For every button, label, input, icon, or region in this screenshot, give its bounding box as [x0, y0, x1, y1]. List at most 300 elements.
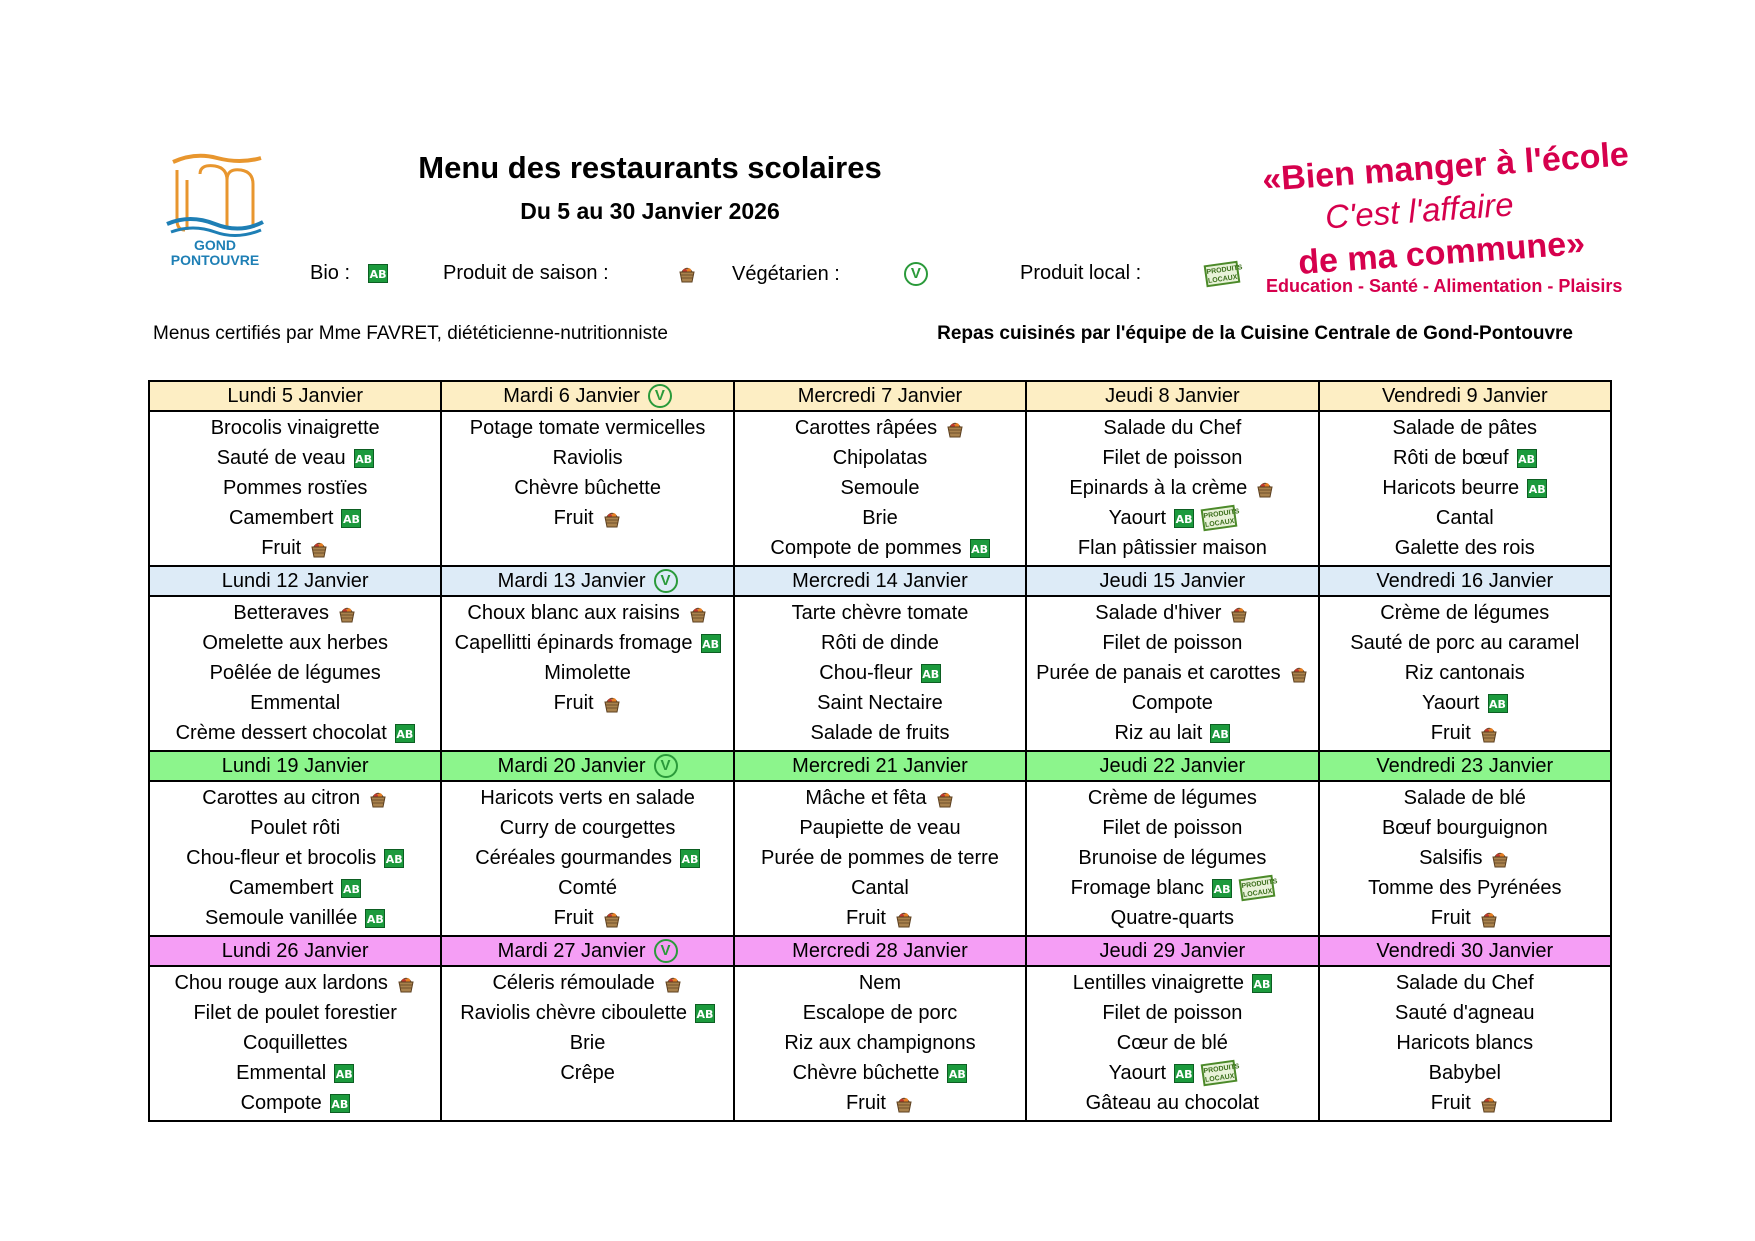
legend-season-label: Produit de saison : — [443, 262, 609, 284]
day-label: Lundi 19 Janvier — [221, 755, 369, 777]
ab-bio-icon: AB — [1174, 1064, 1194, 1083]
ab-bio-icon: AB — [921, 664, 941, 683]
menu-item-label: Fruit — [845, 1092, 886, 1114]
menu-item-label: Comté — [558, 877, 618, 899]
day-menu-cell — [149, 781, 441, 936]
menu-item — [1320, 1028, 1610, 1058]
menu-item-label: Paupiette de veau — [799, 817, 961, 839]
menu-item-label: Yaourt — [1108, 507, 1167, 529]
menu-item — [150, 598, 440, 628]
menu-item — [1320, 473, 1610, 503]
ab-bio-icon: AB — [947, 1064, 967, 1083]
menu-item-label: Fruit — [553, 907, 594, 929]
ab-bio-icon: AB — [695, 1004, 715, 1023]
menu-item — [150, 1058, 440, 1088]
menu-item-label: Mâche et fêta — [805, 787, 927, 809]
menu-item — [1027, 998, 1317, 1028]
menu-item — [442, 413, 732, 443]
basket-season-icon — [368, 788, 388, 808]
menu-item — [1320, 843, 1610, 873]
basket-season-icon — [337, 603, 357, 623]
menu-item — [1027, 968, 1317, 998]
day-menu-cell — [734, 411, 1026, 566]
menu-item-label: Pommes rostïes — [222, 477, 368, 499]
menu-item — [1027, 903, 1317, 933]
menu-item — [1320, 503, 1610, 533]
day-header — [441, 566, 733, 596]
menu-item-label: Betteraves — [233, 602, 329, 624]
menu-item — [735, 998, 1025, 1028]
menu-item — [150, 413, 440, 443]
menu-item — [1027, 718, 1317, 748]
menu-item-label: Chèvre bûchette — [514, 477, 661, 499]
menu-item — [735, 1088, 1025, 1118]
day-menu-cell — [441, 596, 733, 751]
menu-item-label: Capellitti épinards fromage — [454, 632, 693, 654]
menu-item — [1027, 473, 1317, 503]
menu-item — [442, 1028, 732, 1058]
day-label: Mercredi 21 Janvier — [792, 755, 968, 777]
page-subtitle: Du 5 au 30 Janvier 2026 — [520, 198, 780, 224]
menu-item-label: Chou-fleur et brocolis — [186, 847, 377, 869]
menu-item — [442, 873, 732, 903]
menu-item-label: Emmental — [236, 1062, 327, 1084]
ab-bio-icon: AB — [1252, 974, 1272, 993]
day-menu-cell — [1026, 411, 1318, 566]
basket-season-icon — [935, 788, 955, 808]
menu-item — [735, 473, 1025, 503]
day-header — [1026, 566, 1318, 596]
day-header — [734, 566, 1026, 596]
day-label: Vendredi 16 Janvier — [1376, 570, 1554, 592]
menu-item — [735, 658, 1025, 688]
menu-item — [735, 503, 1025, 533]
menu-item-label: Poêlée de légumes — [209, 662, 381, 684]
menu-item-label: Brie — [569, 1032, 606, 1054]
week-header-row — [149, 936, 1611, 966]
menu-item-label: Riz aux champignons — [784, 1032, 976, 1054]
basket-season-icon — [663, 973, 683, 993]
menu-item-label: Mimolette — [544, 662, 631, 684]
menu-item-label: Tomme des Pyrénées — [1368, 877, 1562, 899]
slogan-line2: C'est l'affaire — [1323, 185, 1515, 236]
menu-item — [1027, 783, 1317, 813]
basket-season-icon — [1289, 663, 1309, 683]
ab-bio-icon: AB — [395, 724, 415, 743]
logo-arches-icon — [165, 150, 265, 238]
basket-season-icon — [1255, 478, 1275, 498]
day-label: Mardi 20 Janvier — [497, 755, 646, 777]
local-product-icon: PRODUITS LOCAUX — [1204, 260, 1241, 287]
menu-item-label: Salade d'hiver — [1095, 602, 1222, 624]
menu-item-label: Sauté d'agneau — [1395, 1002, 1535, 1024]
menu-item — [1320, 443, 1610, 473]
legend-local — [1020, 262, 1244, 285]
day-menu-cell — [1319, 966, 1611, 1121]
menu-item — [442, 658, 732, 688]
menu-item-label: Chèvre bûchette — [792, 1062, 940, 1084]
menu-item-label: Salade de pâtes — [1392, 417, 1538, 439]
menu-item-label: Haricots blancs — [1396, 1032, 1534, 1054]
day-label: Lundi 26 Janvier — [221, 940, 369, 962]
ab-bio-icon: AB — [1210, 724, 1230, 743]
menu-item-label: Fruit — [845, 907, 886, 929]
menu-item-label: Tarte chèvre tomate — [791, 602, 969, 624]
menu-item-label: Crème dessert chocolat — [175, 722, 387, 744]
menu-item-label: Filet de poisson — [1102, 447, 1243, 469]
day-label: Jeudi 22 Janvier — [1099, 755, 1246, 777]
menu-item-label: Riz au lait — [1114, 722, 1203, 744]
ab-bio-icon: AB — [1527, 479, 1547, 498]
menu-item-label: Salade de blé — [1403, 787, 1526, 809]
menu-item-label: Poulet rôti — [250, 817, 341, 839]
menu-item-label: Brocolis vinaigrette — [210, 417, 380, 439]
menu-item — [1320, 903, 1610, 933]
day-label: Mercredi 7 Janvier — [797, 385, 963, 407]
day-label: Jeudi 8 Janvier — [1105, 385, 1240, 407]
week-menu-row — [149, 411, 1611, 566]
legend-season — [443, 262, 697, 285]
menu-item-label: Carottes râpées — [794, 417, 938, 439]
menu-item-label: Fromage blanc — [1070, 877, 1205, 899]
menu-item-label: Riz cantonais — [1404, 662, 1525, 684]
ab-bio-icon: AB — [1174, 509, 1194, 528]
menu-item — [1027, 843, 1317, 873]
menu-item — [442, 443, 732, 473]
menu-item — [735, 783, 1025, 813]
ab-bio-icon: AB — [1488, 694, 1508, 713]
basket-season-icon — [1229, 603, 1249, 623]
day-header — [149, 751, 441, 781]
menu-item-label: Raviolis chèvre ciboulette — [460, 1002, 687, 1024]
day-menu-cell — [1319, 596, 1611, 751]
menu-item — [735, 413, 1025, 443]
menu-item — [442, 598, 732, 628]
menu-item — [1027, 873, 1317, 903]
week-header-row — [149, 751, 1611, 781]
basket-season-icon — [309, 538, 329, 558]
ab-bio-icon: AB — [970, 539, 990, 558]
day-label: Lundi 12 Janvier — [221, 570, 369, 592]
menu-item-label: Cœur de blé — [1116, 1032, 1228, 1054]
day-menu-cell — [441, 966, 733, 1121]
menu-item — [735, 533, 1025, 563]
dietitian-note: Menus certifiés par Mme FAVRET, diététicienne-nutritionniste — [153, 323, 668, 344]
menu-item — [735, 718, 1025, 748]
menu-item — [1027, 533, 1317, 563]
menu-item — [1320, 1088, 1610, 1118]
week-header-row — [149, 381, 1611, 411]
day-header — [1319, 936, 1611, 966]
menu-item — [735, 968, 1025, 998]
day-menu-cell — [734, 966, 1026, 1121]
menu-item-label: Salsifis — [1419, 847, 1483, 869]
day-header — [1319, 566, 1611, 596]
menu-item-label: Chou-fleur — [819, 662, 913, 684]
day-label: Lundi 5 Janvier — [227, 385, 364, 407]
menu-item — [1027, 1058, 1317, 1088]
menu-item-label: Purée de pommes de terre — [761, 847, 999, 869]
basket-season-icon — [1479, 1093, 1499, 1113]
menu-item-label: Yaourt — [1422, 692, 1480, 714]
logo-name-line2: PONTOUVRE — [170, 252, 260, 268]
menu-item-label: Sauté de veau — [216, 447, 346, 469]
menu-item — [735, 598, 1025, 628]
menu-item-label: Salade du Chef — [1103, 417, 1242, 439]
vegetarian-icon: V — [904, 262, 928, 286]
legend-vegetarian — [732, 262, 928, 286]
menu-item — [1027, 628, 1317, 658]
day-header — [149, 381, 441, 411]
basket-season-icon — [688, 603, 708, 623]
menu-item — [735, 843, 1025, 873]
menu-item — [150, 903, 440, 933]
menu-item — [1320, 813, 1610, 843]
menu-item — [442, 1088, 732, 1118]
menu-item-label: Salade de fruits — [810, 722, 950, 744]
kitchen-note: Repas cuisinés par l'équipe de la Cuisine Centrale de Gond-Pontouvre — [937, 323, 1573, 344]
ab-bio-icon: AB — [354, 449, 374, 468]
week-header-row — [149, 566, 1611, 596]
menu-item-label: Crème de légumes — [1087, 787, 1257, 809]
day-menu-cell — [149, 966, 441, 1121]
basket-season-icon — [1479, 908, 1499, 928]
gond-pontouvre-logo — [165, 150, 265, 270]
day-label: Mercredi 28 Janvier — [792, 940, 968, 962]
day-label: Vendredi 23 Janvier — [1376, 755, 1554, 777]
menu-item — [150, 998, 440, 1028]
menu-item — [735, 1028, 1025, 1058]
menu-item-label: Brie — [862, 507, 898, 529]
menu-item-label: Quatre-quarts — [1110, 907, 1235, 929]
day-menu-cell — [1319, 411, 1611, 566]
day-menu-cell — [1319, 781, 1611, 936]
menu-item-label: Potage tomate vermicelles — [469, 417, 706, 439]
day-menu-cell — [149, 411, 441, 566]
slogan-line4: Education - Santé - Alimentation - Plaisirs — [1266, 276, 1623, 296]
menu-item — [150, 688, 440, 718]
menu-item-label: Chipolatas — [832, 447, 928, 469]
menu-item-label: Cantal — [851, 877, 909, 899]
menu-item-label: Emmental — [250, 692, 341, 714]
ab-bio-icon: AB — [330, 1094, 350, 1113]
ab-bio-icon: AB — [680, 849, 700, 868]
menu-item — [150, 443, 440, 473]
day-menu-cell — [1026, 781, 1318, 936]
menu-item — [1320, 718, 1610, 748]
day-label: Vendredi 30 Janvier — [1376, 940, 1554, 962]
basket-season-icon — [894, 908, 914, 928]
basket-season-icon — [945, 418, 965, 438]
menu-item — [442, 783, 732, 813]
menu-item-label: Rôti de dinde — [821, 632, 939, 654]
menu-item-label: Flan pâtissier maison — [1077, 537, 1267, 559]
menu-item — [1027, 503, 1317, 533]
menu-item — [150, 473, 440, 503]
menu-item — [1320, 688, 1610, 718]
ab-bio-icon: AB — [365, 909, 385, 928]
local-product-icon: PRODUITS LOCAUX — [1201, 1060, 1238, 1087]
menu-item — [1320, 628, 1610, 658]
menu-item — [150, 533, 440, 563]
day-header — [441, 751, 733, 781]
menu-item-label: Crêpe — [560, 1062, 615, 1084]
ab-bio-icon: AB — [341, 879, 361, 898]
menu-item — [442, 903, 732, 933]
menu-item — [150, 813, 440, 843]
menu-item — [1027, 658, 1317, 688]
day-menu-cell — [1026, 966, 1318, 1121]
menu-item — [735, 813, 1025, 843]
menu-item — [1320, 873, 1610, 903]
basket-season-icon — [602, 908, 622, 928]
menu-item-label: Yaourt — [1108, 1062, 1167, 1084]
menu-item — [735, 1058, 1025, 1088]
menu-item — [735, 628, 1025, 658]
menu-item — [150, 628, 440, 658]
slogan-block — [1250, 135, 1630, 307]
menu-item-label: Cantal — [1435, 507, 1494, 529]
menu-item — [442, 1058, 732, 1088]
menu-item-label: Haricots verts en salade — [480, 787, 695, 809]
menu-item — [442, 473, 732, 503]
menu-item — [1027, 813, 1317, 843]
legend-bio — [310, 262, 388, 285]
day-header — [1319, 751, 1611, 781]
day-label: Mardi 13 Janvier — [497, 570, 646, 592]
day-menu-cell — [441, 781, 733, 936]
day-menu-cell — [734, 596, 1026, 751]
menu-item-label: Gâteau au chocolat — [1085, 1092, 1260, 1114]
menu-item — [735, 873, 1025, 903]
menu-item — [442, 843, 732, 873]
menu-item — [1027, 598, 1317, 628]
menu-table — [148, 380, 1612, 1122]
menu-item-label: Crème de légumes — [1380, 602, 1550, 624]
menu-item-label: Fruit — [553, 507, 594, 529]
menu-item-label: Chou rouge aux lardons — [174, 972, 388, 994]
vegetarian-icon: V — [654, 754, 678, 778]
menu-item — [1320, 968, 1610, 998]
local-product-icon: PRODUITS LOCAUX — [1239, 875, 1276, 902]
menu-item — [1320, 783, 1610, 813]
menu-item-label: Saint Nectaire — [817, 692, 943, 714]
menu-item-label: Céréales gourmandes — [475, 847, 672, 869]
menu-item — [150, 968, 440, 998]
week-menu-row — [149, 781, 1611, 936]
menu-item — [735, 688, 1025, 718]
day-menu-cell — [149, 596, 441, 751]
day-header — [441, 381, 733, 411]
menu-item-label: Filet de poulet forestier — [193, 1002, 397, 1024]
day-header — [734, 381, 1026, 411]
menu-item-label: Fruit — [1430, 1092, 1471, 1114]
menu-item-label: Salade du Chef — [1395, 972, 1534, 994]
logo-name-line1: GOND — [194, 237, 236, 253]
day-header — [734, 751, 1026, 781]
menu-item — [150, 843, 440, 873]
menu-item — [1027, 413, 1317, 443]
menu-item-label: Semoule vanillée — [205, 907, 358, 929]
menu-item-label: Fruit — [1430, 722, 1471, 744]
day-header — [1026, 381, 1318, 411]
menu-item-label: Raviolis — [552, 447, 623, 469]
menu-item — [1320, 533, 1610, 563]
menu-item-label: Filet de poisson — [1102, 632, 1243, 654]
menu-item — [1320, 598, 1610, 628]
menu-item-label: Compote — [240, 1092, 322, 1114]
day-menu-cell — [1026, 596, 1318, 751]
menu-item-label: Compote — [1131, 692, 1213, 714]
menu-item — [1320, 658, 1610, 688]
menu-item-label: Fruit — [553, 692, 594, 714]
week-menu-row — [149, 596, 1611, 751]
menu-item-label: Lentilles vinaigrette — [1072, 972, 1244, 994]
menu-item-label: Choux blanc aux raisins — [467, 602, 680, 624]
menu-item — [442, 503, 732, 533]
menu-item — [150, 658, 440, 688]
menu-item — [442, 718, 732, 748]
ab-bio-icon: AB — [334, 1064, 354, 1083]
menu-item-label: Galette des rois — [1394, 537, 1535, 559]
page-title: Menu des restaurants scolaires — [418, 150, 882, 185]
menu-item — [442, 628, 732, 658]
basket-season-icon — [894, 1093, 914, 1113]
menu-item-label: Rôti de bœuf — [1392, 447, 1509, 469]
menu-item — [735, 443, 1025, 473]
menu-item-label: Epinards à la crème — [1069, 477, 1248, 499]
menu-item-label: Nem — [858, 972, 902, 994]
day-label: Jeudi 29 Janvier — [1099, 940, 1246, 962]
day-header — [441, 936, 733, 966]
menu-item-label: Brunoise de légumes — [1078, 847, 1267, 869]
basket-season-icon — [1490, 848, 1510, 868]
menu-item — [1027, 443, 1317, 473]
menu-item — [150, 783, 440, 813]
menu-item — [1320, 1058, 1610, 1088]
ab-bio-icon: AB — [1212, 879, 1232, 898]
menu-item-label: Fruit — [1430, 907, 1471, 929]
day-header — [734, 936, 1026, 966]
day-header — [1319, 381, 1611, 411]
menu-item-label: Omelette aux herbes — [202, 632, 389, 654]
menu-item-label: Haricots beurre — [1382, 477, 1520, 499]
vegetarian-icon: V — [654, 939, 678, 963]
slogan-line3: de ma commune» — [1296, 224, 1587, 282]
menu-item — [150, 1088, 440, 1118]
day-menu-cell — [441, 411, 733, 566]
menu-item — [150, 503, 440, 533]
day-header — [149, 936, 441, 966]
menu-item-label: Fruit — [261, 537, 302, 559]
menu-item-label: Céleris rémoulade — [492, 972, 655, 994]
menu-item — [442, 688, 732, 718]
menu-item — [1027, 1088, 1317, 1118]
menu-item-label: Filet de poisson — [1102, 817, 1243, 839]
legend-vegetarian-label: Végétarien : — [732, 262, 840, 285]
menu-item — [735, 903, 1025, 933]
menu-item-label: Sauté de porc au caramel — [1350, 632, 1580, 654]
ab-bio-icon: AB — [1517, 449, 1537, 468]
menu-item-label: Camembert — [228, 507, 334, 529]
basket-season-icon — [602, 693, 622, 713]
day-menu-cell — [734, 781, 1026, 936]
basket-season-icon — [396, 973, 416, 993]
basket-season-icon — [602, 508, 622, 528]
menu-item — [150, 718, 440, 748]
day-label: Mardi 6 Janvier — [503, 385, 640, 407]
local-product-icon: PRODUITS LOCAUX — [1201, 505, 1238, 532]
